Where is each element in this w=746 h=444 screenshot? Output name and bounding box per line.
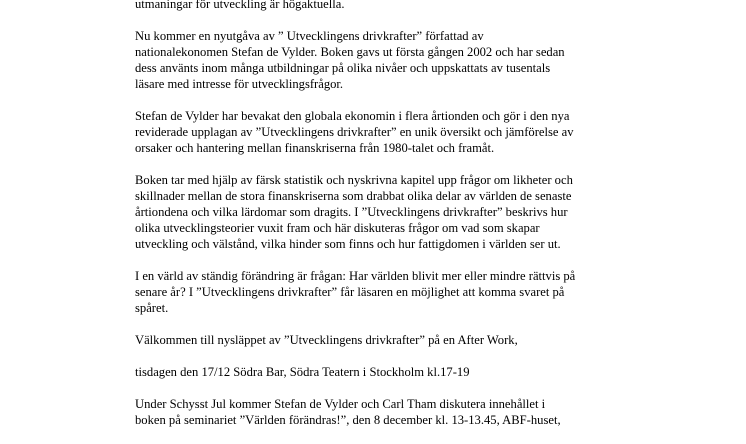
text-line: Välkommen till nysläppet av ”Utvecklingens drivkrafter” på en After Work, (135, 333, 518, 347)
text-line: tisdagen den 17/12 Södra Bar, Södra Teatern i Stockholm kl.17-19 (135, 365, 470, 379)
text-line: spåret. (135, 301, 169, 315)
paragraph-seminar (135, 396, 735, 428)
text-line: Under Schysst Jul kommer Stefan de Vylder och Carl Tham diskutera innehållet i (135, 397, 546, 411)
text-line: senare år? I ”Utvecklingens drivkrafter” får läsaren en möjlighet att komma svaret på (135, 285, 565, 299)
document-body (135, 0, 735, 444)
paragraph-welcome (135, 332, 735, 348)
paragraph-question (135, 268, 735, 316)
paragraph-event-date (135, 364, 735, 380)
text-line: årtiondena och vilka lärdomar som dragits. I ”Utvecklingens drivkrafter” beskrivs hur (135, 205, 568, 219)
text-line: olika utvecklingsteorier vuxit fram och här diskuteras frågor om vad som skapar (135, 221, 540, 235)
text-line: nationalekonomen Stefan de Vylder. Boken gavs ut första gången 2002 och har sedan (135, 45, 565, 59)
text-line: Stefan de Vylder har bevakat den globala ekonomin i flera årtionden och gör i den nya (135, 109, 570, 123)
text-line: utmaningar för utveckling är högaktuella. (135, 0, 345, 11)
paragraph-author-overview (135, 108, 735, 156)
text-line: boken på seminariet ”Världen förändras!”, den 8 december kl. 13-13.45, ABF-huset, (135, 413, 561, 427)
paragraph-book-content (135, 172, 735, 252)
text-line: Nu kommer en nyutgåva av ” Utvecklingens drivkrafter” författad av (135, 29, 484, 43)
text-line: reviderade upplagan av ”Utvecklingens drivkrafter” en unik översikt och jämförelse av (135, 125, 574, 139)
text-line: orsaker och hantering mellan finanskriserna från 1980-talet och framåt. (135, 141, 495, 155)
paragraph-intro-tail (135, 0, 735, 12)
text-line: I en värld av ständig förändring är frågan: Har världen blivit mer eller mindre rättvis på (135, 269, 576, 283)
text-line: skillnader mellan de stora finanskriserna som drabbat olika delar av världen de senaste (135, 189, 572, 203)
text-line: läsare med intresse för utvecklingsfrågor. (135, 77, 344, 91)
text-line: utveckling och välstånd, vilka hinder som finns och hur fattigdomen i världen ser ut. (135, 237, 561, 251)
paragraph-new-edition (135, 28, 735, 92)
text-line: Boken tar med hjälp av färsk statistik och nyskrivna kapitel upp frågor om likheter och (135, 173, 573, 187)
text-line: dess använts inom många utbildningar på olika nivåer och uppskattats av tusentals (135, 61, 551, 75)
